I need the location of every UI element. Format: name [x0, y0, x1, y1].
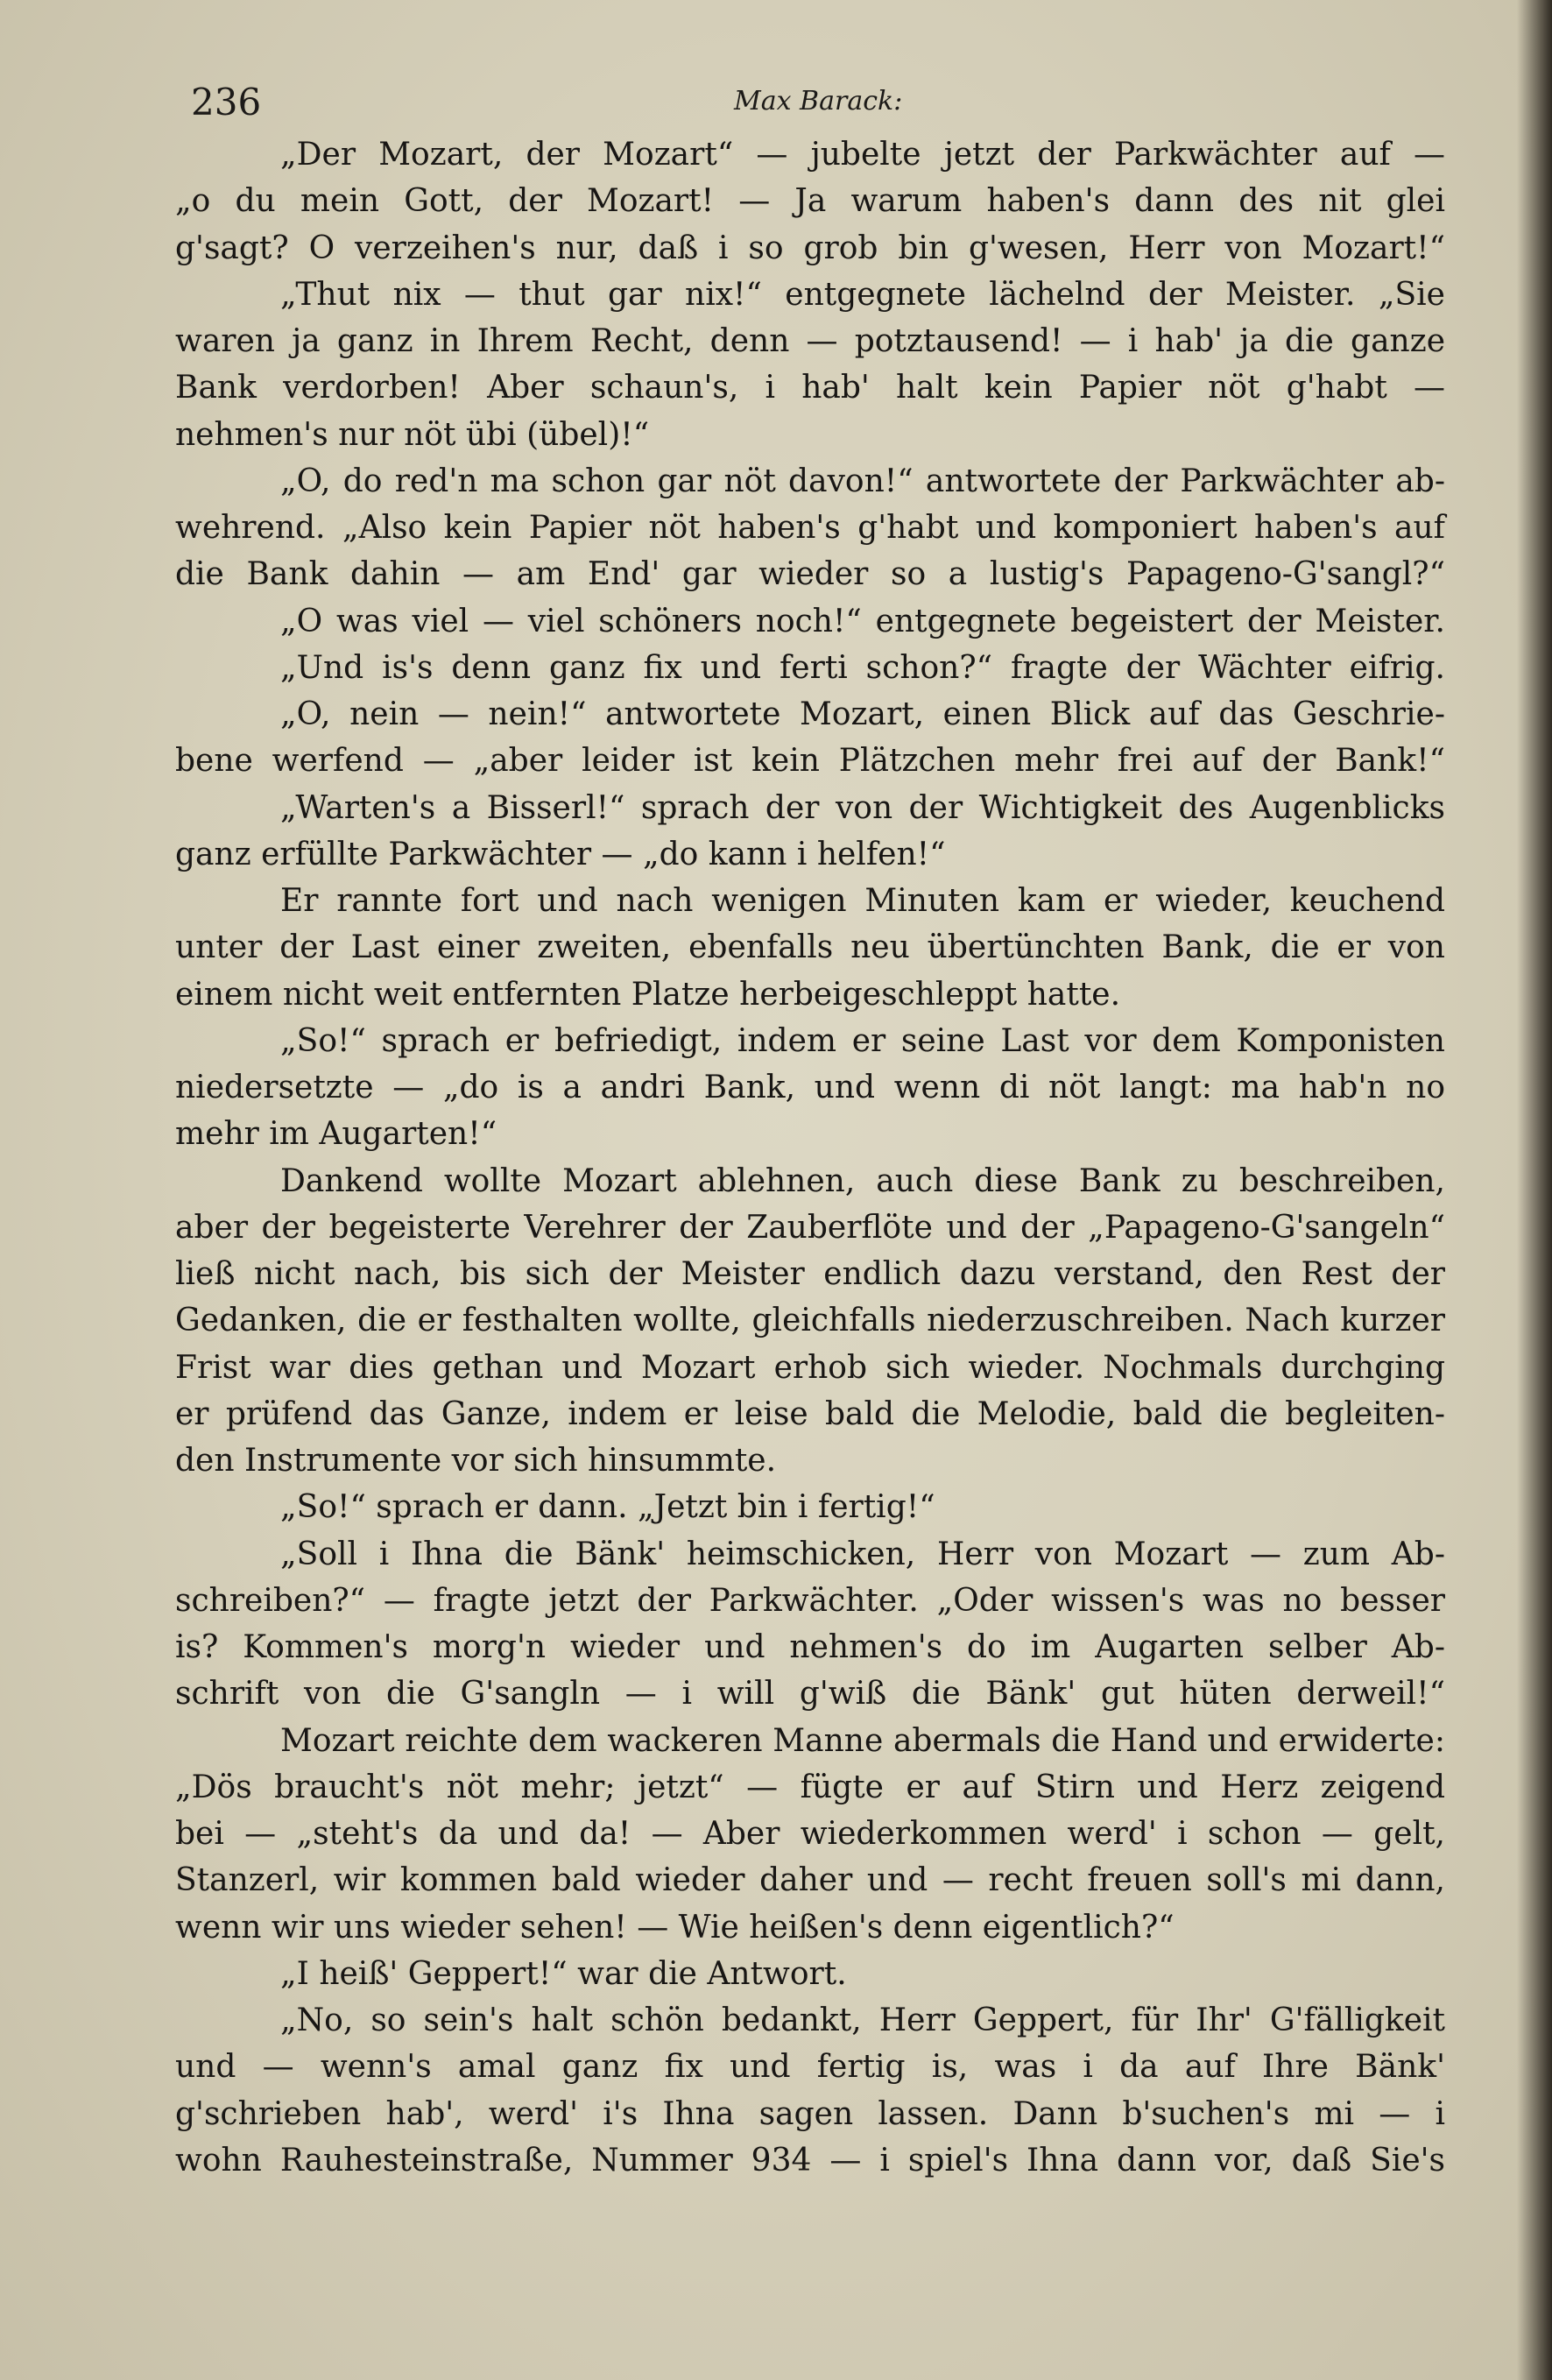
text-line: „O was viel — viel schöners noch!“ entgegnete begeistert der Meister. — [280, 603, 1445, 639]
text-line: g'schrieben hab', werd' i's Ihna sagen lassen. Dann b'suchen's mi — i — [175, 2095, 1445, 2132]
text-line: „So!“ sprach er dann. „Jetzt bin i fertig!“ — [280, 1489, 935, 1526]
text-line: g'sagt? O verzeihen's nur, daß i so grob bin g'wesen, Herr von Mozart!“ — [175, 230, 1445, 266]
text-line: „Soll i Ihna die Bänk' heimschicken, Herr von Mozart — zum Ab- — [280, 1536, 1445, 1572]
text-line: unter der Last einer zweiten, ebenfalls neu übertünchten Bank, die er von — [175, 929, 1445, 966]
text-line: schreiben?“ — fragte jetzt der Parkwächter. „Oder wissen's was no besser — [175, 1582, 1445, 1619]
text-line: wohn Rauhesteinstraße, Nummer 934 — i spiel's Ihna dann vor, daß Sie's — [175, 2142, 1445, 2179]
running-head: Max Barack: — [734, 86, 903, 117]
text-line: und — wenn's amal ganz fix und fertig is, was i da auf Ihre Bänk' — [175, 2049, 1445, 2086]
text-line: „Und is's denn ganz fix und ferti schon?“ fragte der Wächter eifrig. — [280, 649, 1445, 686]
text-line: waren ja ganz in Ihrem Recht, denn — potztausend! — i hab' ja die ganze — [175, 323, 1445, 359]
text-line: ganz erfüllte Parkwächter — „do kann i helfen!“ — [175, 836, 946, 872]
text-line: bei — „steht's da und da! — Aber wiederkommen werd' i schon — gelt, — [175, 1816, 1445, 1852]
page-header — [191, 81, 1461, 133]
text-line: „O, do red'n ma schon gar nöt davon!“ antwortete der Parkwächter ab- — [280, 463, 1445, 499]
text-line: einem nicht weit entfernten Platze herbeigeschleppt hatte. — [175, 976, 1121, 1013]
page-number: 236 — [191, 81, 262, 124]
text-line: „O, nein — nein!“ antwortete Mozart, einen Blick auf das Geschrie- — [280, 696, 1445, 732]
text-line: „I heiß' Geppert!“ war die Antwort. — [280, 1955, 847, 1992]
text-line: ließ nicht nach, bis sich der Meister endlich dazu verstand, den Rest der — [175, 1256, 1445, 1292]
text-line: wenn wir uns wieder sehen! — Wie heißen's denn eigentlich?“ — [175, 1909, 1175, 1946]
text-line: schrift von die G'sangln — i will g'wiß die Bänk' gut hüten derweil!“ — [175, 1676, 1445, 1713]
text-line: „Dös braucht's nöt mehr; jetzt“ — fügte er auf Stirn und Herz zeigend — [175, 1769, 1445, 1805]
text-line: Frist war dies gethan und Mozart erhob sich wieder. Nochmals durchging — [175, 1349, 1445, 1386]
text-line: Dankend wollte Mozart ablehnen, auch diese Bank zu beschreiben, — [280, 1162, 1445, 1199]
text-line: „Warten's a Bisserl!“ sprach der von der Wichtigkeit des Augenblicks — [280, 789, 1445, 826]
text-line: wehrend. „Also kein Papier nöt haben's g'habt und komponiert haben's auf — [175, 510, 1445, 546]
text-line: „Thut nix — thut gar nix!“ entgegnete lächelnd der Meister. „Sie — [280, 276, 1445, 313]
text-line: „No, so sein's halt schön bedankt, Herr Geppert, für Ihr' G'fälligkeit — [280, 2002, 1445, 2038]
text-line: Er rannte fort und nach wenigen Minuten kam er wieder, keuchend — [280, 883, 1445, 919]
text-line: die Bank dahin — am End' gar wieder so a lustig's Papageno-G'sangl?“ — [175, 556, 1445, 593]
page-edge-shadow — [1517, 0, 1552, 2380]
text-line: niedersetzte — „do is a andri Bank, und wenn di nöt langt: ma hab'n no — [175, 1070, 1445, 1105]
text-line: „So!“ sprach er befriedigt, indem er seine Last vor dem Komponisten — [280, 1022, 1445, 1059]
text-line: mehr im Augarten!“ — [175, 1116, 497, 1153]
body-text — [175, 131, 1445, 2184]
text-line: nehmen's nur nöt übi (übel)!“ — [175, 416, 650, 453]
text-line: „o du mein Gott, der Mozart! — Ja warum haben's dann des nit glei — [175, 183, 1445, 220]
text-line: bene werfend — „aber leider ist kein Plätzchen mehr frei auf der Bank!“ — [175, 743, 1445, 780]
text-line: Stanzerl, wir kommen bald wieder daher und — recht freuen soll's mi dann, — [175, 1862, 1445, 1899]
text-line: Mozart reichte dem wackeren Manne abermals die Hand und erwiderte: — [280, 1722, 1445, 1759]
text-line: is? Kommen's morg'n wieder und nehmen's do im Augarten selber Ab- — [175, 1629, 1445, 1665]
text-line: aber der begeisterte Verehrer der Zauberflöte und der „Papageno-G'sangeln“ — [175, 1209, 1445, 1246]
text-line: den Instrumente vor sich hinsummte. — [175, 1443, 777, 1479]
text-line: Bank verdorben! Aber schaun's, i hab' halt kein Papier nöt g'habt — — [175, 370, 1445, 406]
text-line: er prüfend das Ganze, indem er leise bald die Melodie, bald die begleiten- — [175, 1395, 1445, 1432]
text-line: „Der Mozart, der Mozart“ — jubelte jetzt der Parkwächter auf — — [280, 137, 1445, 173]
text-line: Gedanken, die er festhalten wollte, gleichfalls niederzuschreiben. Nach kurzer — [175, 1303, 1445, 1339]
